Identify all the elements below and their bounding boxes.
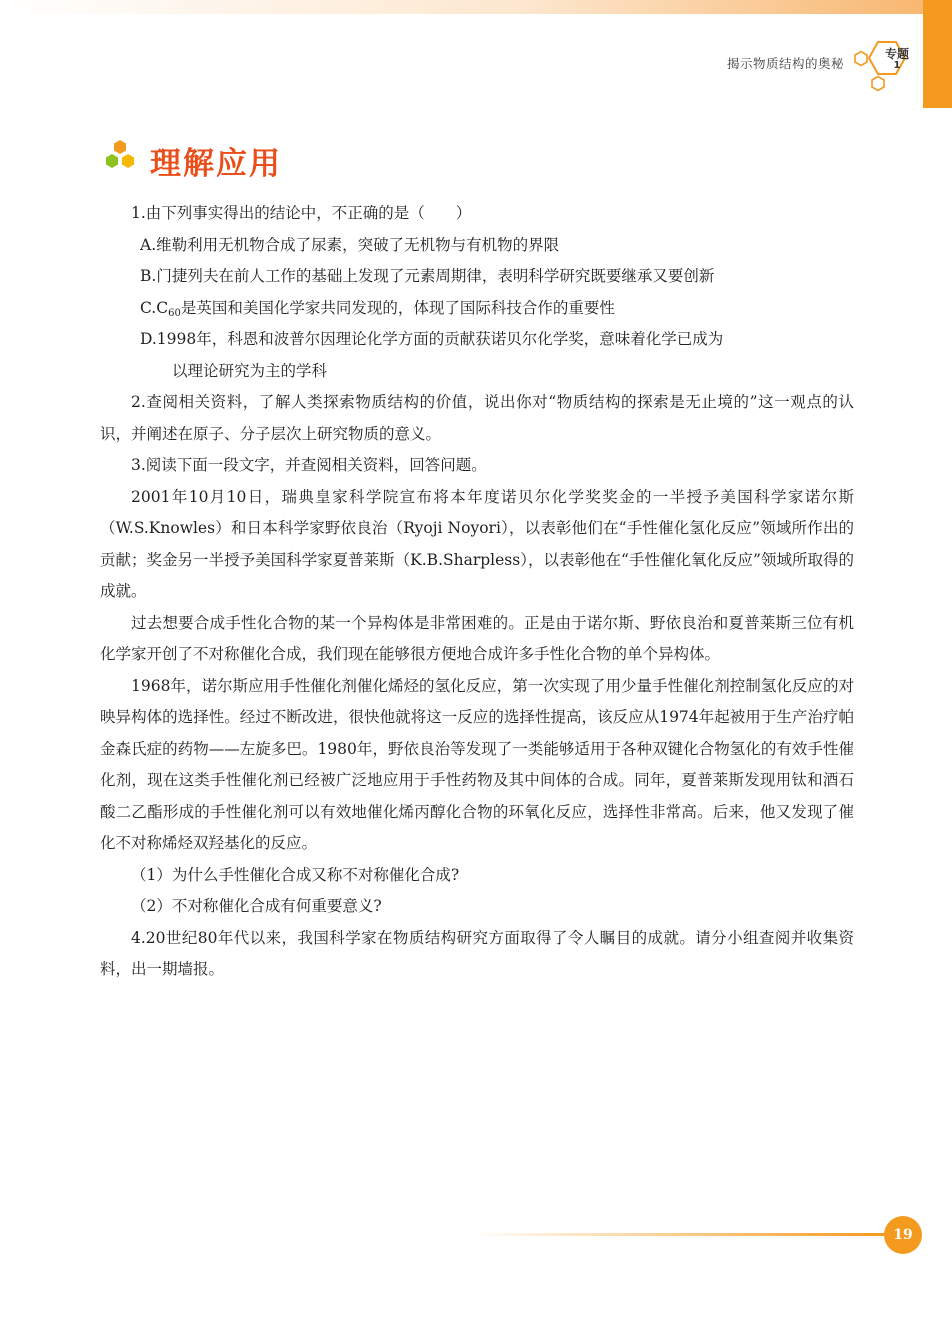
q1-option-d-continued: 以理论研究为主的学科 [172,361,328,380]
q3-paragraph-1: 2001年10月10日，瑞典皇家科学院宣布将本年度诺贝尔化学奖奖金的一半授予美国科学家诺尔斯（W.S.Knowles）和日本科学家野依良治（Ryoji Noyori），以表彰他们在“手性催化氢化反应”领域所作出的贡献；奖金另一半授予美国科学家夏普莱斯（K.B.Sharpless），以表彰他在“手性催化氧化反应”领域所取得的成就。 [100,487,854,600]
q4-text: 4.20世纪80年代以来，我国科学家在物质结构研究方面取得了令人瞩目的成就。请分小组查阅并收集资料，出一期墙报。 [100,928,854,978]
q1-option-d: D.1998年，科恩和波普尔因理论化学方面的贡献获诺贝尔化学奖，意味着化学已成为 [140,330,724,348]
badge-number: 1 [893,60,901,71]
chapter-tab-bar [923,0,952,108]
q1-option-c [100,293,854,325]
running-header: 揭示物质结构的奥秘 [726,56,844,71]
footer-rule [470,1233,885,1236]
q1-option-c-prefix: C.C [140,298,169,317]
chapter-badge [880,48,914,72]
q1-option-a: A.维勒利用无机物合成了尿素，突破了无机物与有机物的界限 [140,235,560,254]
top-decor-strip [0,0,952,14]
q3-paragraph-2: 过去想要合成手性化合物的某一个异构体是非常困难的。正是由于诺尔斯、野依良治和夏普莱斯三位有机化学家开创了不对称催化合成，我们现在能够很方便地合成许多手性化合物的单个异构体。 [100,613,854,663]
section-title: 理解应用 [150,146,282,182]
badge-label: 专题 [884,47,909,61]
q1-option-c-subscript: 60 [168,307,181,319]
q2-text: 2.查阅相关资料，了解人类探索物质结构的价值，说出你对“物质结构的探索是无止境的”这一观点的认识，并阐述在原子、分子层次上研究物质的意义。 [100,393,854,443]
q1-option-b: B.门捷列夫在前人工作的基础上发现了元素周期律，表明科学研究既要继承又要创新 [140,267,715,285]
q3-subquestion-2: （2）不对称催化合成有何重要意义? [131,897,382,915]
hexagon-cluster-icon [102,138,138,174]
q1-option-c-text: 是英国和美国化学家共同发现的，体现了国际科技合作的重要性 [180,298,615,317]
q1-stem: 1.由下列事实得出的结论中，不正确的是（ ） [131,204,472,222]
q3-stem: 3.阅读下面一段文字，并查阅相关资料，回答问题。 [131,456,487,474]
q3-paragraph-3: 1968年，诺尔斯应用手性催化剂催化烯烃的氢化反应，第一次实现了用少量手性催化剂控制氢化反应的对映异构体的选择性。经过不断改进，很快他就将这一反应的选择性提高，该反应从1974年起被用于生产治疗帕金森氏症的药物——左旋多巴。1980年，野依良治等发现了一类能够适用于各种双键化合物氢化的有效手性催化剂，现在这类手性催化剂已经被广泛地应用于手性药物及其中间体的合成。同年，夏普莱斯发现用钛和酒石酸二乙酯形成的手性催化剂可以有效地催化烯丙醇化合物的环氧化反应，选择性非常高。后来，他又发现了催化不对称烯烃双羟基化的反应。 [100,676,854,852]
q3-subquestion-1: （1）为什么手性催化合成又称不对称催化合成? [131,865,460,884]
page-number: 19 [884,1216,922,1254]
question-list [100,198,854,986]
